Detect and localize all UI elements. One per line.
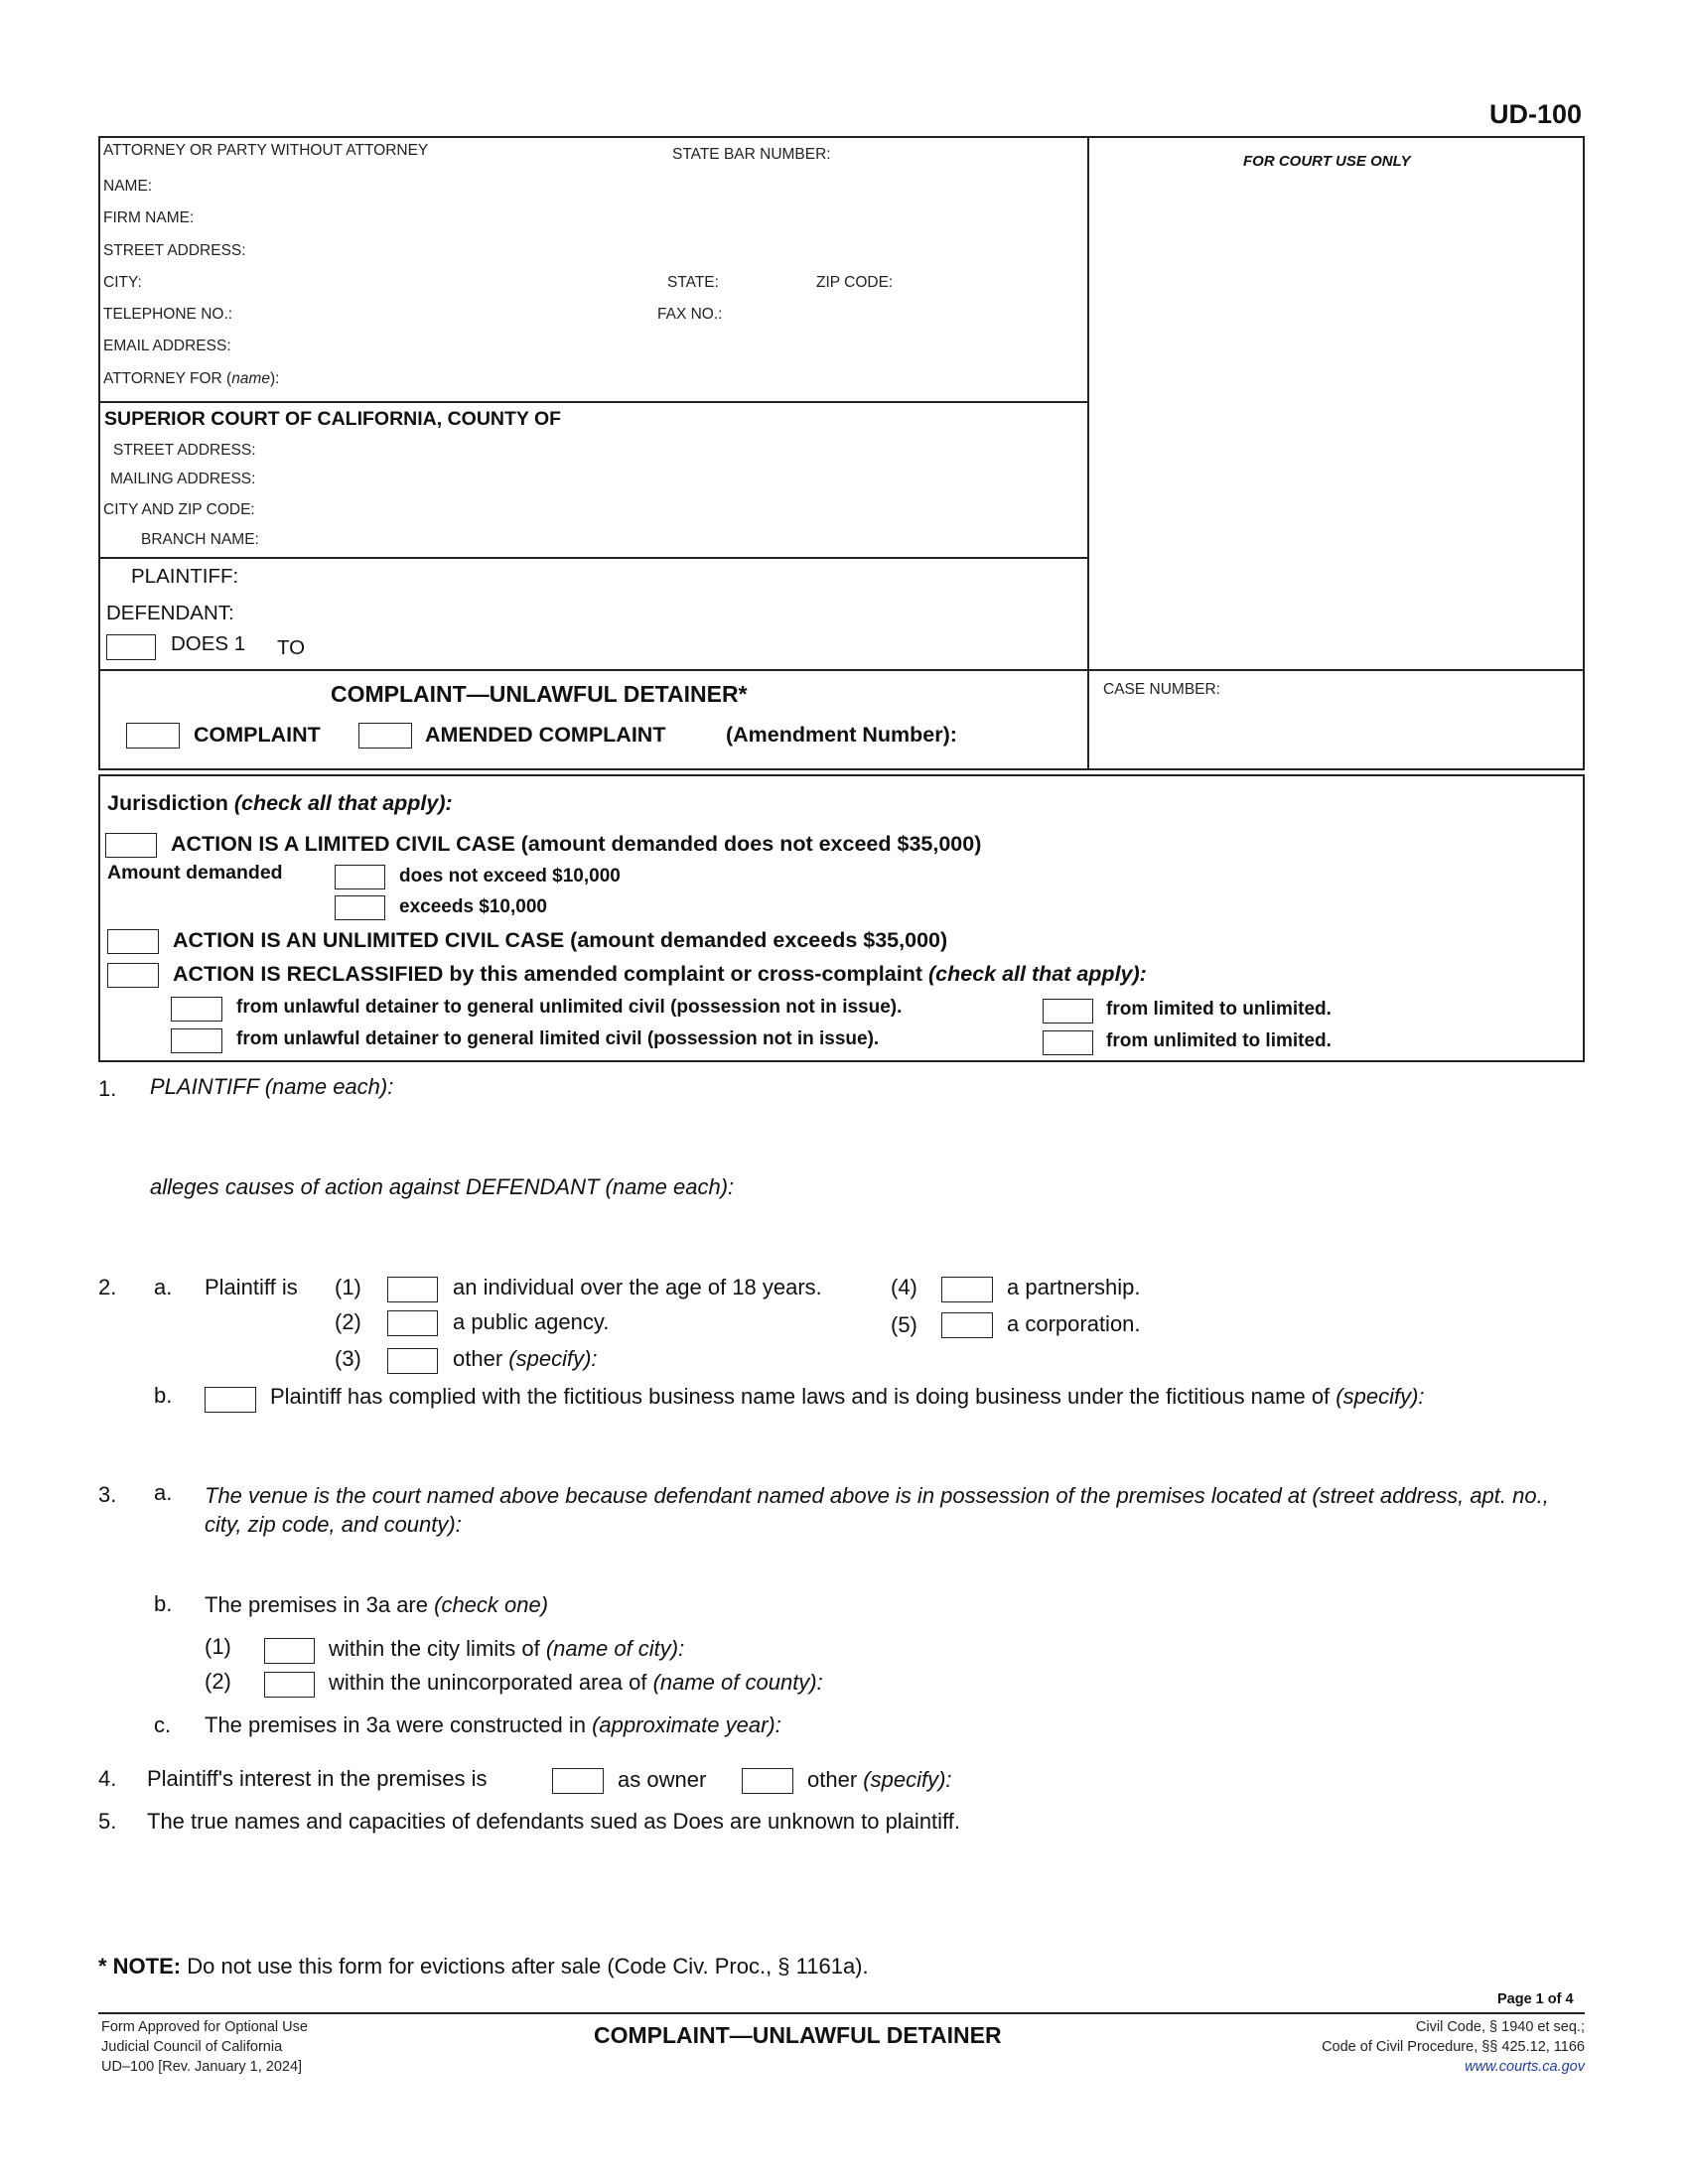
court-mailing-input[interactable] <box>274 467 1068 490</box>
alleges-label: alleges causes of action against DEFENDANT (name each): <box>150 1174 735 1199</box>
plaintiff-name-label: PLAINTIFF (name each): <box>150 1074 394 1099</box>
court-branch-label: BRANCH NAME: <box>141 531 259 548</box>
footer-civil-code: Civil Code, § 1940 et seq.; <box>1415 2019 1585 2035</box>
amendment-number-input[interactable] <box>999 723 1078 749</box>
ud-to-unlimited-checkbox[interactable] <box>171 997 222 1022</box>
other-plaintiff-input[interactable] <box>626 1345 1221 1373</box>
court-branch-input[interactable] <box>274 527 1068 551</box>
street-label: STREET ADDRESS: <box>103 242 246 259</box>
item-2b-letter: b. <box>154 1383 173 1408</box>
option-5-number: (5) <box>891 1312 917 1337</box>
amendment-number-label: (Amendment Number): <box>726 723 957 747</box>
unlimited-to-limited-label: from unlimited to limited. <box>1106 1030 1332 1051</box>
phone-input[interactable] <box>246 302 643 326</box>
defendant-names-input-line-2[interactable] <box>150 1210 1580 1238</box>
city-input[interactable] <box>149 270 655 294</box>
plaintiff-input[interactable] <box>254 563 1068 591</box>
plaintiff-names-input-line-2[interactable] <box>150 1110 1580 1138</box>
city-label: CITY: <box>103 274 142 291</box>
amended-complaint-label: AMENDED COMPLAINT <box>425 723 666 747</box>
item-3c-letter: c. <box>154 1712 172 1737</box>
firm-label: FIRM NAME: <box>103 209 195 226</box>
unlimited-civil-checkbox[interactable] <box>107 929 159 954</box>
court-street-label: STREET ADDRESS: <box>113 442 256 459</box>
unincorporated-area-checkbox[interactable] <box>264 1672 315 1698</box>
defendant-input[interactable] <box>254 600 1068 627</box>
public-agency-checkbox[interactable] <box>387 1310 438 1336</box>
individual-checkbox[interactable] <box>387 1277 438 1302</box>
public-agency-label: a public agency. <box>453 1309 610 1334</box>
state-bar-input[interactable] <box>850 142 1078 166</box>
court-city-zip-label: CITY AND ZIP CODE: <box>103 501 255 518</box>
ud-to-limited-label: from unlawful detainer to general limited civil (possession not in issue). <box>236 1028 880 1049</box>
jurisdiction-title: Jurisdiction (check all that apply): <box>107 791 453 815</box>
exceeds-10k-label: exceeds $10,000 <box>399 896 547 917</box>
email-input[interactable] <box>244 334 1068 357</box>
other-plaintiff-checkbox[interactable] <box>387 1348 438 1374</box>
county-input[interactable] <box>635 407 1072 433</box>
fax-input[interactable] <box>732 302 1069 326</box>
item-4-number: 4. <box>98 1766 117 1791</box>
exceeds-10k-checkbox[interactable] <box>335 895 385 920</box>
case-number-label: CASE NUMBER: <box>1103 681 1220 698</box>
constructed-label: The premises in 3a were constructed in (approximate year): <box>205 1712 781 1737</box>
attorney-party-label: ATTORNEY OR PARTY WITHOUT ATTORNEY <box>103 142 429 159</box>
venue-label: The venue is the court named above because defendant named above is in possession of the premises located at (street address, apt. no., city, zip code, and county): <box>205 1483 1549 1537</box>
zip-input[interactable] <box>905 270 1073 294</box>
complaint-checkbox[interactable] <box>126 723 180 749</box>
corporation-checkbox[interactable] <box>941 1312 993 1338</box>
constructed-year-input[interactable] <box>860 1710 1158 1738</box>
option-4-number: (4) <box>891 1275 917 1299</box>
premises-address-input[interactable] <box>205 1549 1580 1576</box>
does-label: DOES 1 <box>171 632 246 655</box>
plaintiff-is-label: Plaintiff is <box>205 1275 298 1299</box>
fax-label: FAX NO.: <box>657 306 723 323</box>
owner-label: as owner <box>618 1767 707 1792</box>
premises-check-label: The premises in 3a are (check one) <box>205 1592 549 1617</box>
ud-to-unlimited-label: from unlawful detainer to general unlimited civil (possession not in issue). <box>236 997 903 1018</box>
limited-civil-label: ACTION IS A LIMITED CIVIL CASE (amount demanded does not exceed $35,000) <box>171 832 982 856</box>
individual-label: an individual over the age of 18 years. <box>453 1275 822 1299</box>
does-unknown-text: The true names and capacities of defendants sued as Does are unknown to plaintiff. <box>147 1809 960 1834</box>
reclassified-label: ACTION IS RECLASSIFIED by this amended complaint or cross-complaint (check all that apply): <box>173 962 1147 986</box>
interest-label: Plaintiff's interest in the premises is <box>147 1766 488 1791</box>
option-1-number: (1) <box>335 1275 361 1299</box>
case-number-input[interactable] <box>1102 707 1574 747</box>
footer-title: COMPLAINT—UNLAWFUL DETAINER <box>594 2022 1002 2048</box>
unlimited-to-limited-checkbox[interactable] <box>1043 1030 1093 1055</box>
phone-label: TELEPHONE NO.: <box>103 306 233 323</box>
court-street-input[interactable] <box>274 438 1068 462</box>
state-bar-label: STATE BAR NUMBER: <box>672 146 831 163</box>
reclassified-checkbox[interactable] <box>107 963 159 988</box>
form-id: UD-100 <box>1489 99 1583 129</box>
not-exceed-10k-label: does not exceed $10,000 <box>399 866 621 887</box>
fictitious-name-label: Plaintiff has complied with the fictitious business name laws and is doing business under the fictitious name of (specify): <box>270 1384 1425 1409</box>
city-name-input[interactable] <box>741 1634 1257 1662</box>
other-interest-label: other (specify): <box>807 1767 952 1792</box>
court-title: SUPERIOR COURT OF CALIFORNIA, COUNTY OF <box>104 408 562 430</box>
form-title: COMPLAINT—UNLAWFUL DETAINER* <box>331 681 748 707</box>
county-name-input[interactable] <box>896 1668 1412 1696</box>
limited-civil-checkbox[interactable] <box>105 833 157 858</box>
owner-checkbox[interactable] <box>552 1768 604 1794</box>
item-2a-letter: a. <box>154 1275 173 1299</box>
unincorporated-area-label: within the unincorporated area of (name of county): <box>329 1670 823 1695</box>
court-use-label: FOR COURT USE ONLY <box>1243 153 1411 170</box>
amount-demanded-label: Amount demanded <box>107 862 283 884</box>
not-exceed-10k-checkbox[interactable] <box>335 865 385 889</box>
fictitious-name-input[interactable] <box>205 1422 1580 1449</box>
premises-option-2-number: (2) <box>205 1669 231 1694</box>
name-input[interactable] <box>159 174 1072 198</box>
limited-to-unlimited-checkbox[interactable] <box>1043 999 1093 1024</box>
attorney-for-label: ATTORNEY FOR (name): <box>103 370 280 387</box>
city-limits-label: within the city limits of (name of city): <box>329 1636 685 1661</box>
does-to-label: TO <box>277 636 306 659</box>
state-input[interactable] <box>728 270 807 294</box>
footer-ccp: Code of Civil Procedure, §§ 425.12, 1166 <box>1322 2039 1585 2055</box>
complaint-label: COMPLAINT <box>194 723 321 747</box>
state-label: STATE: <box>667 274 719 291</box>
defendant-label: DEFENDANT: <box>106 602 234 624</box>
limited-to-unlimited-label: from limited to unlimited. <box>1106 999 1332 1020</box>
does-checkbox[interactable] <box>106 634 156 660</box>
corporation-label: a corporation. <box>1007 1311 1141 1336</box>
unlimited-civil-label: ACTION IS AN UNLIMITED CIVIL CASE (amount demanded exceeds $35,000) <box>173 928 948 952</box>
other-plaintiff-label: other (specify): <box>453 1346 598 1371</box>
court-mailing-label: MAILING ADDRESS: <box>110 471 256 487</box>
item-3a-letter: a. <box>154 1480 173 1505</box>
item-3b-letter: b. <box>154 1591 173 1616</box>
plaintiff-names-input[interactable] <box>437 1072 1579 1100</box>
email-label: EMAIL ADDRESS: <box>103 338 231 354</box>
website-link[interactable]: www.courts.ca.gov <box>1465 2059 1585 2075</box>
street-input[interactable] <box>260 238 1074 262</box>
item-1-number: 1. <box>98 1076 117 1101</box>
name-label: NAME: <box>103 178 153 195</box>
other-interest-input[interactable] <box>978 1765 1574 1793</box>
footer-approved: Form Approved for Optional Use <box>101 2019 308 2035</box>
note: * NOTE: Do not use this form for evictions after sale (Code Civ. Proc., § 1161a). <box>98 1954 869 1979</box>
partnership-checkbox[interactable] <box>941 1277 993 1302</box>
attorney-for-input[interactable] <box>298 366 1072 390</box>
firm-input[interactable] <box>205 205 1078 229</box>
footer-council: Judicial Council of California <box>101 2039 283 2055</box>
does-to-input[interactable] <box>316 634 514 660</box>
footer-revision: UD–100 [Rev. January 1, 2024] <box>101 2059 303 2075</box>
footer-website-container <box>1465 2059 1585 2075</box>
option-2-number: (2) <box>335 1309 361 1334</box>
item-5-number: 5. <box>98 1809 117 1834</box>
defendant-names-input[interactable] <box>820 1172 1580 1200</box>
amended-complaint-checkbox[interactable] <box>358 723 412 749</box>
partnership-label: a partnership. <box>1007 1275 1141 1299</box>
premises-option-1-number: (1) <box>205 1634 231 1659</box>
item-2-number: 2. <box>98 1275 117 1299</box>
option-3-number: (3) <box>335 1346 361 1371</box>
court-city-zip-input[interactable] <box>274 497 1068 521</box>
item-3-number: 3. <box>98 1482 117 1507</box>
city-limits-checkbox[interactable] <box>264 1638 315 1664</box>
other-interest-checkbox[interactable] <box>742 1768 793 1794</box>
zip-label: ZIP CODE: <box>816 274 894 291</box>
page-number: Page 1 of 4 <box>1497 1991 1574 2007</box>
ud-to-limited-checkbox[interactable] <box>171 1028 222 1053</box>
footer-rule <box>98 2012 1585 2014</box>
fictitious-name-checkbox[interactable] <box>205 1387 256 1413</box>
plaintiff-label: PLAINTIFF: <box>131 565 239 588</box>
